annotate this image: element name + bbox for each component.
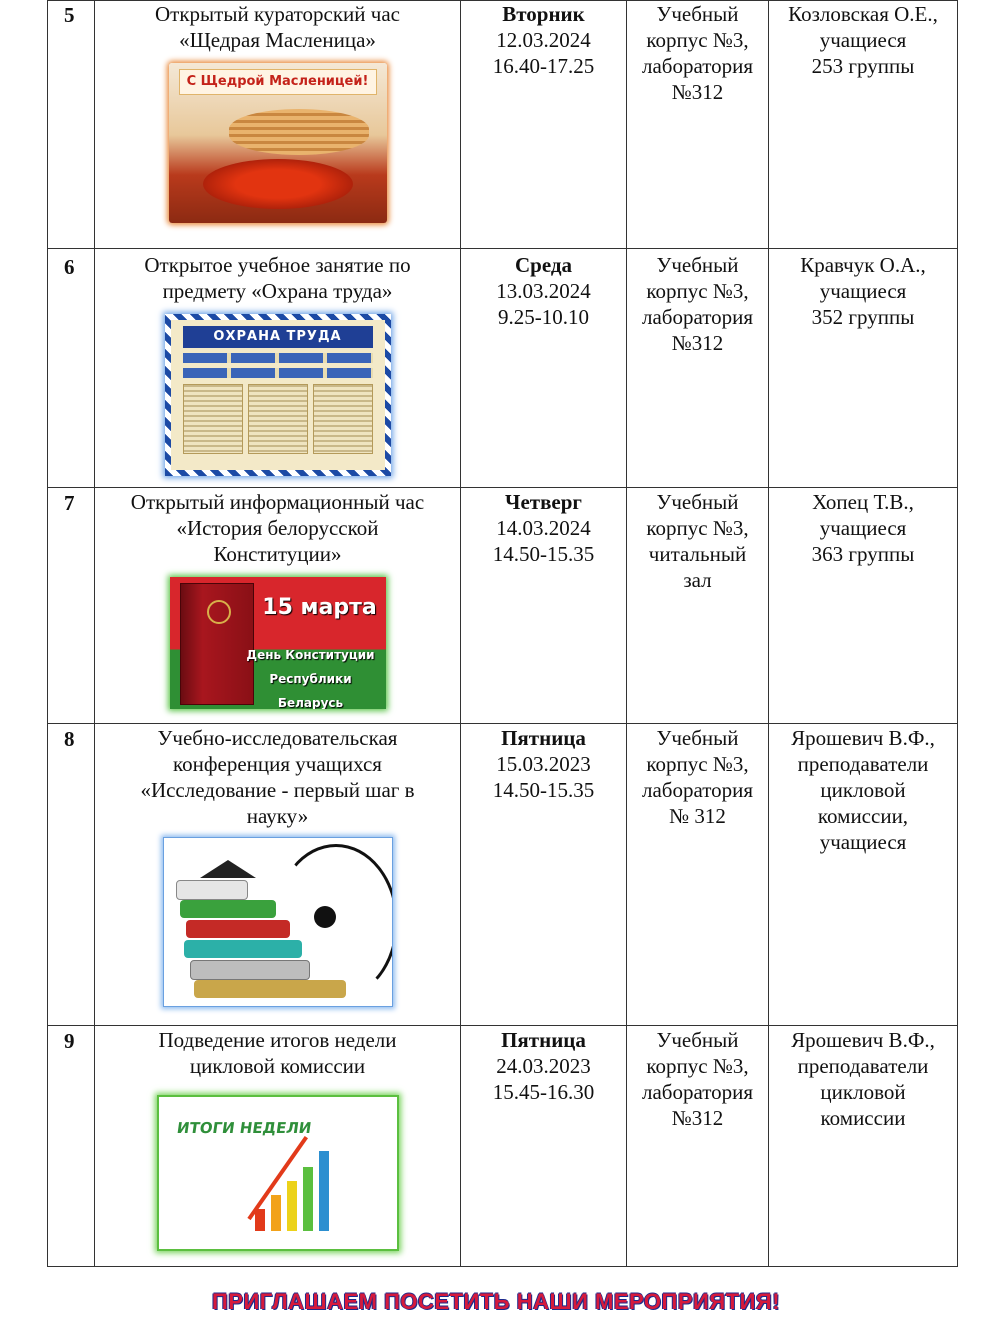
event-title: Подведение итогов недели: [158, 1028, 397, 1052]
weekday: Четверг: [505, 490, 582, 514]
place-line: корпус №3,: [646, 28, 749, 52]
image-caption: ИТОГИ НЕДЕЛИ: [175, 1119, 313, 1137]
event-cell: [95, 1026, 461, 1267]
row-number: 7: [48, 488, 95, 724]
place-line: зал: [683, 568, 712, 592]
responsible-line: Козловская О.Е.,: [788, 2, 938, 26]
place-line: №312: [671, 80, 724, 104]
row-number: 9: [48, 1026, 95, 1267]
event-title: науку»: [246, 804, 309, 828]
responsible-line: учащиеся: [819, 279, 907, 303]
image-caption-line: Республики Беларусь: [269, 672, 352, 709]
poster-row-shape: [183, 353, 373, 363]
date-cell: [461, 724, 627, 1026]
event-cell: [95, 724, 461, 1026]
place-line: читальный: [648, 542, 747, 566]
responsible-cell: [769, 724, 958, 1026]
chart-bar-shape: [271, 1195, 281, 1231]
place-line: лаборатория: [641, 305, 754, 329]
caviar-bowl-shape: [203, 159, 353, 209]
place-cell: [627, 1026, 769, 1267]
research-image: [163, 837, 393, 1007]
date-cell: [461, 488, 627, 724]
place-line: №312: [671, 1106, 724, 1130]
responsible-line: комиссии: [820, 1106, 906, 1130]
book-shape: [176, 880, 248, 900]
event-title: цикловой комиссии: [189, 1054, 366, 1078]
table-row: [48, 488, 958, 724]
weekday: Среда: [514, 253, 572, 277]
date: 24.03.2023: [496, 1054, 591, 1078]
place-line: Учебный: [656, 490, 739, 514]
invitation-banner: ПРИГЛАШАЕМ ПОСЕТИТЬ НАШИ МЕРОПРИЯТИЯ!: [211, 1289, 781, 1314]
responsible-cell: [769, 249, 958, 488]
event-title: предмету «Охрана труда»: [162, 279, 393, 303]
place-line: лаборатория: [641, 1080, 754, 1104]
responsible-line: цикловой: [820, 1080, 906, 1104]
chart-bar-shape: [287, 1181, 297, 1231]
chart-bar-shape: [303, 1167, 313, 1231]
place-line: лаборатория: [641, 54, 754, 78]
responsible-line: комиссии,: [817, 804, 909, 828]
book-shape: [180, 900, 276, 918]
graduation-cap-icon: [200, 860, 256, 878]
poster-columns-shape: [183, 384, 373, 454]
place-line: корпус №3,: [646, 516, 749, 540]
date-cell: [461, 1026, 627, 1267]
event-cell: [95, 1, 461, 249]
table-row: [48, 1, 958, 249]
responsible-line: цикловой: [820, 778, 906, 802]
time: 15.45-16.30: [492, 1080, 595, 1104]
place-line: Учебный: [656, 1028, 739, 1052]
responsible-cell: [769, 1, 958, 249]
place-line: №312: [671, 331, 724, 355]
row-number: 5: [48, 1, 95, 249]
table-row: [48, 1026, 958, 1267]
responsible-line: преподаватели: [797, 752, 929, 776]
event-title: конференция учащихся: [173, 752, 382, 776]
date: 12.03.2024: [496, 28, 591, 52]
person-icon: [314, 906, 336, 928]
time: 14.50-15.35: [492, 542, 595, 566]
weekday: Пятница: [501, 726, 586, 750]
responsible-line: Хопец Т.В.,: [812, 490, 914, 514]
place-line: корпус №3,: [646, 279, 749, 303]
image-caption: С Щедрой Масленицей!: [179, 69, 377, 95]
responsible-line: учащиеся: [819, 28, 907, 52]
event-title: Конституции»: [213, 542, 342, 566]
event-title: «Щедрая Масленица»: [179, 28, 376, 52]
results-image: [157, 1095, 399, 1251]
place-cell: [627, 488, 769, 724]
place-cell: [627, 249, 769, 488]
responsible-cell: [769, 488, 958, 724]
time: 14.50-15.35: [492, 778, 595, 802]
event-title: «История белорусской: [176, 516, 379, 540]
date: 14.03.2024: [496, 516, 591, 540]
time: 9.25-10.10: [498, 305, 589, 329]
weekday: Вторник: [502, 2, 585, 26]
pancake-stack-shape: [229, 109, 369, 155]
responsible-cell: [769, 1026, 958, 1267]
place-line: Учебный: [656, 2, 739, 26]
event-cell: [95, 249, 461, 488]
event-cell: [95, 488, 461, 724]
place-line: корпус №3,: [646, 1054, 749, 1078]
responsible-line: Ярошевич В.Ф.,: [791, 726, 935, 750]
table-row: [48, 724, 958, 1026]
chart-bar-shape: [319, 1151, 329, 1231]
weekday: Пятница: [501, 1028, 586, 1052]
responsible-line: 363 группы: [811, 542, 915, 566]
events-table: [47, 0, 958, 1267]
poster-row-shape: [183, 368, 373, 378]
event-title: Учебно-исследовательская: [157, 726, 398, 750]
time: 16.40-17.25: [492, 54, 595, 78]
responsible-line: 352 группы: [811, 305, 915, 329]
row-number: 6: [48, 249, 95, 488]
event-title: Открытый информационный час: [130, 490, 425, 514]
responsible-line: Ярошевич В.Ф.,: [791, 1028, 935, 1052]
event-title: Открытое учебное занятие по: [144, 253, 411, 277]
maslenitsa-image: [169, 63, 387, 223]
event-title: «Исследование - первый шаг в: [140, 778, 415, 802]
date: 13.03.2024: [496, 279, 591, 303]
date-cell: [461, 1, 627, 249]
image-caption-line: День Конституции: [246, 648, 375, 662]
place-line: Учебный: [656, 726, 739, 750]
responsible-line: Кравчук О.А.,: [800, 253, 926, 277]
place-line: лаборатория: [641, 778, 754, 802]
place-line: Учебный: [656, 253, 739, 277]
responsible-line: 253 группы: [811, 54, 915, 78]
image-caption: 15 марта: [262, 595, 377, 620]
place-line: корпус №3,: [646, 752, 749, 776]
event-title: Открытый кураторский час: [155, 2, 400, 26]
responsible-line: преподаватели: [797, 1054, 929, 1078]
place-line: № 312: [669, 804, 726, 828]
constitution-image: [170, 577, 386, 709]
place-cell: [627, 1, 769, 249]
labor-safety-image: [165, 314, 391, 476]
place-cell: [627, 724, 769, 1026]
image-caption: ОХРАНА ТРУДА: [183, 326, 373, 348]
table-row: [48, 249, 958, 488]
row-number: 8: [48, 724, 95, 1026]
image-caption: [236, 643, 386, 709]
date: 15.03.2023: [496, 752, 591, 776]
responsible-line: учащиеся: [819, 830, 907, 854]
date-cell: [461, 249, 627, 488]
responsible-line: учащиеся: [819, 516, 907, 540]
